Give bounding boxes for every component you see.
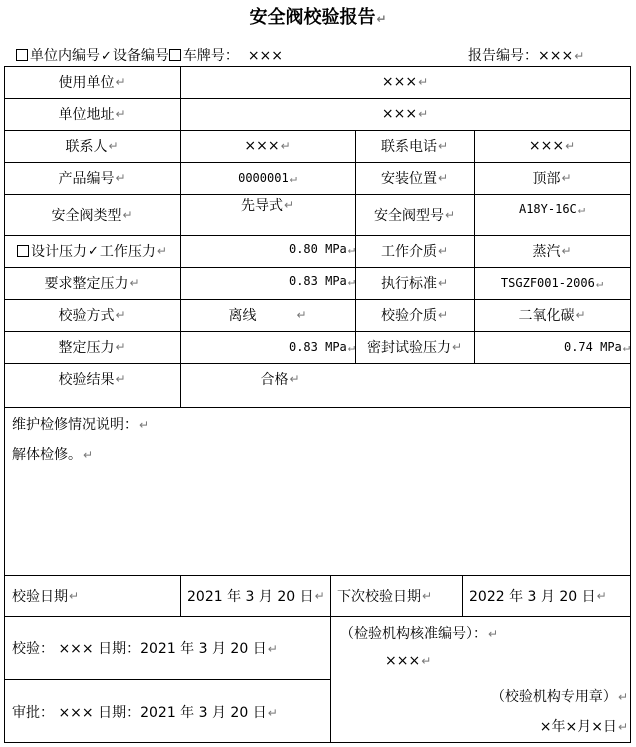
- test-date-label: 校验日期 ↵: [12, 588, 80, 605]
- org-approval-label: （检验机构核准编号）：↵: [340, 626, 499, 642]
- install-location-value: 顶部 ↵: [532, 171, 572, 187]
- paragraph-mark: ↵: [376, 12, 387, 26]
- pressure-type-selector: 设计压力 ✓ 工作压力 ↵: [4, 235, 180, 267]
- id-type-selector: 单位内编号✓设备编号 车牌号： ×××: [16, 45, 283, 65]
- address-label: 单位地址 ↵: [58, 107, 126, 123]
- required-set-pressure-value: 0.83 MPa ↵: [288, 274, 355, 288]
- working-pressure-value: 0.80 MPa ↵: [288, 242, 355, 256]
- checkmark-icon: ✓: [88, 243, 99, 259]
- user-unit-label: 使用单位 ↵: [58, 75, 126, 91]
- phone-value: ××× ↵: [528, 138, 576, 154]
- org-approval-value: ×××↵: [385, 653, 432, 669]
- contact-value: ××× ↵: [244, 138, 291, 154]
- test-date-value: 2021 年 3 月 20 日 ↵: [187, 588, 325, 605]
- user-unit-value: ××× ↵: [381, 74, 429, 90]
- valve-type-value: 先导式 ↵: [240, 198, 295, 214]
- id-value: ×××: [247, 48, 284, 64]
- required-set-pressure-label: 要求整定压力 ↵: [44, 276, 140, 292]
- seal-label: （校验机构专用章）↵: [490, 689, 628, 705]
- maintenance-content: 解体检修。↵: [12, 447, 94, 463]
- install-location-label: 安装位置 ↵: [380, 171, 449, 187]
- checkbox-icon: [17, 245, 29, 257]
- product-no-value: 0000001 ↵: [238, 171, 297, 185]
- next-date-value: 2022 年 3 月 20 日 ↵: [469, 588, 607, 605]
- reviewer-signature: 审批： ××× 日期：2021 年 3 月 20 日↵: [12, 705, 278, 721]
- report-title: 安全阀校验报告↵: [249, 7, 387, 28]
- checkbox-icon: [169, 49, 181, 61]
- test-medium-value: 二氧化碳 ↵: [518, 308, 586, 324]
- product-no-label: 产品编号 ↵: [58, 171, 126, 187]
- seal-pressure-label: 密封试验压力 ↵: [366, 340, 463, 356]
- checkmark-icon: ✓: [101, 49, 112, 64]
- contact-label: 联系人 ↵: [65, 139, 119, 155]
- valve-model-value: A18Y-16C ↵: [518, 202, 586, 216]
- test-medium-label: 校验介质 ↵: [380, 308, 449, 324]
- report-number: 报告编号：×××↵: [468, 48, 585, 64]
- checkbox-icon: [16, 49, 28, 61]
- seal-date: ×年×月×日↵: [539, 719, 628, 735]
- seal-pressure-value: 0.74 MPa ↵: [563, 340, 630, 354]
- phone-label: 联系电话 ↵: [380, 139, 449, 155]
- medium-label: 工作介质 ↵: [380, 244, 449, 260]
- valve-type-label: 安全阀类型 ↵: [51, 207, 133, 224]
- next-date-label: 下次校验日期 ↵: [337, 588, 433, 605]
- set-pressure-label: 整定压力 ↵: [58, 340, 126, 356]
- test-method-value: 离线 ↵: [228, 308, 307, 324]
- standard-value: TSGZF001-2006 ↵: [500, 276, 604, 290]
- result-label: 校验结果 ↵: [58, 372, 126, 388]
- medium-value: 蒸汽 ↵: [532, 244, 572, 260]
- checker-signature: 校验： ××× 日期：2021 年 3 月 20 日↵: [12, 641, 278, 657]
- standard-label: 执行标准 ↵: [380, 276, 449, 292]
- maintenance-heading: 维护检修情况说明：↵: [12, 417, 150, 433]
- result-value: 合格 ↵: [260, 372, 300, 388]
- address-value: ××× ↵: [381, 106, 429, 122]
- test-method-label: 校验方式 ↵: [58, 308, 126, 324]
- set-pressure-value: 0.83 MPa ↵: [288, 340, 355, 354]
- valve-model-label: 安全阀型号 ↵: [373, 207, 456, 224]
